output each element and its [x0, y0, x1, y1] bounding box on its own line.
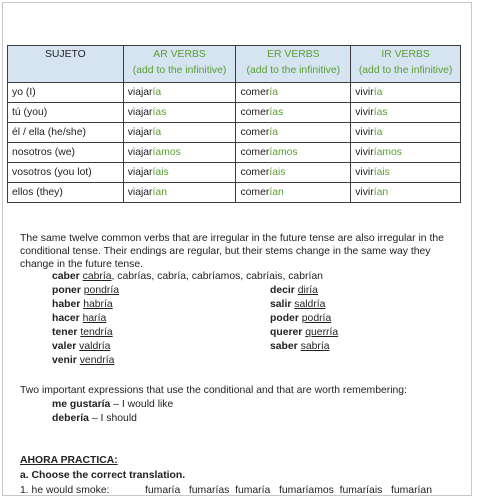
header-sujeto: SUJETO	[8, 46, 124, 83]
ir-form-cell: vivirías	[351, 103, 461, 123]
question-1-label: 1. he would smoke:	[20, 485, 110, 496]
table-row	[8, 163, 461, 183]
subject-cell: yo (I)	[8, 83, 124, 103]
table-row	[8, 123, 461, 143]
expression-item: debería – I should	[52, 413, 137, 424]
ar-form-cell: viajaríamos	[123, 143, 236, 163]
table-row	[8, 103, 461, 123]
subject-cell: vosotros (you lot)	[8, 163, 124, 183]
ir-form-cell: viviríamos	[351, 143, 461, 163]
irregular-verb-item: poner pondría	[52, 285, 120, 296]
er-form-cell: comería	[236, 83, 351, 103]
table-row	[8, 143, 461, 163]
ir-form-cell: viviríais	[351, 163, 461, 183]
er-form-cell: comeríais	[236, 163, 351, 183]
irregular-verb-item: haber habría	[52, 299, 113, 310]
table-row	[8, 83, 461, 103]
irregular-verb-item: poder podría	[270, 313, 332, 324]
conditional-endings-table	[7, 45, 461, 203]
subject-cell: ellos (they)	[8, 183, 124, 203]
er-form-cell: comerían	[236, 183, 351, 203]
ar-form-cell: viajarían	[123, 183, 236, 203]
expressions-intro: Two important expressions that use the conditional and that are worth remembering:	[20, 385, 407, 396]
practice-section-a: a. Choose the correct translation.	[20, 470, 186, 481]
er-form-cell: comeríamos	[236, 143, 351, 163]
irregular-verb-item: querer querría	[270, 327, 339, 338]
irregular-verb-item: salir saldría	[270, 299, 326, 310]
ar-form-cell: viajaríais	[123, 163, 236, 183]
practice-heading: AHORA PRACTICA:	[20, 455, 118, 466]
irregular-verb-item: decir diría	[270, 285, 318, 296]
caber-conjugation: caber cabría, cabrías, cabría, cabríamos, cabríais, cabrían	[52, 271, 323, 282]
expression-item: me gustaría – I would like	[52, 399, 174, 410]
irregular-verb-item: saber sabría	[270, 341, 330, 352]
irregular-verb-item: hacer haría	[52, 313, 107, 324]
ir-form-cell: viviría	[351, 83, 461, 103]
header-er-verbs: ER VERBS (add to the infinitive)	[236, 46, 351, 83]
table-header-row	[8, 46, 461, 83]
subject-cell: nosotros (we)	[8, 143, 124, 163]
er-form-cell: comería	[236, 123, 351, 143]
ir-form-cell: vivirían	[351, 183, 461, 203]
ar-form-cell: viajaría	[123, 123, 236, 143]
er-form-cell: comerías	[236, 103, 351, 123]
irregular-verb-item: valer valdría	[52, 341, 111, 352]
ar-form-cell: viajarías	[123, 103, 236, 123]
irregular-verb-item: venir vendría	[52, 355, 115, 366]
subject-cell: él / ella (he/she)	[8, 123, 124, 143]
header-ar-verbs: AR VERBS (add to the infinitive)	[123, 46, 236, 83]
intro-paragraph: The same twelve common verbs that are irregular in the future tense are also irregular in the conditional tense. Their endings are regular, but their stems change in the same way they change in the future tense.	[20, 233, 444, 270]
ar-form-cell: viajaría	[123, 83, 236, 103]
question-1-options: fumaría fumarías fumaría fumaríamos fumaríais fumarían	[145, 485, 432, 496]
table-row	[8, 183, 461, 203]
header-ir-verbs: IR VERBS (add to the infinitive)	[351, 46, 461, 83]
irregular-verb-item: tener tendría	[52, 327, 113, 338]
ir-form-cell: viviría	[351, 123, 461, 143]
subject-cell: tú (you)	[8, 103, 124, 123]
